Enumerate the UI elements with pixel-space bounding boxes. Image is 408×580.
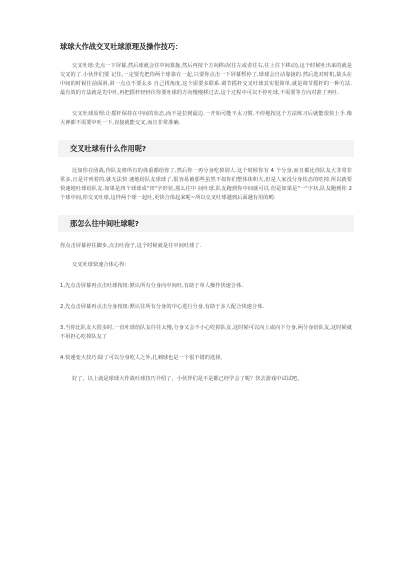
paragraph-cross-spit-method: 交叉吐球:先点一下屏幕,然后球就会往中间靠拢,然后再按个方向移动(往左或者往右,往上往下移动),这个时候吐出来的就是交叉的了.小伙伴们要 记住,一定要先把你两个球靠在一起,只要你点击一下屏幕暂停了,球球会自动靠拢的.然后选对时机,箭头在中间的时候往前面斜,斜一点点不要太多 自己找角度,这个需要多联系.调节摇杆交叉吐球其实很简单,就是调节摇杆的一种方法.最有效的方法就是先中吐,再把摇杆轻轻往你要吐球的方向慢慢移过去,这个过程中可以不停吐球,不需要等方向对准了再吐. bbox=[60, 63, 352, 96]
tip-item-2: 2,先点击屏幕再点击分身按钮:默认往所有分身的中心进行分身,有助于多人配合快速合体. bbox=[60, 304, 265, 310]
section-heading-how-to: 那怎么往中间吐球呢? bbox=[58, 215, 354, 232]
paragraph-tips-heading: 交叉吐球快速合体心得: bbox=[72, 262, 127, 268]
paragraph-cross-spit-principle: 交叉吐球原理:让摇杆保持在中间的状态,而不是拉到最边.一开始可能不太习惯,不停地按这个方法练习后就能很快上手.像大神都不需要中吐一下,直接就能交叉,而且非常准确. bbox=[60, 111, 352, 126]
paragraph-purpose: 比如你在团战,你队友将所有的体重都给你了,然后你一再分身吃掉别人.这个时候你有 4 个分身,而且都比你队友大非常非常多,且是并列着的,就无法快 速地给队友球球了,很容易被那些虽然不如你们整体体积大,但是人家没分身状态的吃掉.所以就要快速地吐球给队友.如果是四个球球成"田"字形状,那么往中 间吐球,队友跑到你中间就可以.但是如果是"一"字状,队友跑到你 2 个球中间,你交叉吐球,这样两个球一起吐,更快合体起来呢~所以交叉吐球越到后面越有用的哟. bbox=[60, 168, 352, 201]
tip-item-1: 1,先点击屏幕再点击吐球按钮:默认所有分身向中间吐,有助于单人操作快速合体. bbox=[60, 283, 244, 289]
paragraph-how-to: 你点击屏幕停住脚步,点击吐孢子,这个时候就是往中间吐球了. bbox=[60, 243, 202, 249]
paragraph-conclusion: 好了，以上就是球球大作战吐球技巧介绍了，小伙伴们是不是都已经学会了呢？快去游戏中试试吧。 bbox=[72, 376, 303, 382]
tip-item-3: 3,当你比队友大很多时,一直吐球给队友往往太慢,分身又会不小心吃掉队友,这时候可以向上或向下分身,两分身给队友,这时候就不用担心吃掉队友了 bbox=[60, 325, 352, 340]
tip-item-4: 4.快速变大技巧:除了可以分身吃人之外,扎刺球也是一个很不错的选择。 bbox=[60, 355, 226, 361]
section-heading-purpose: 交叉吐球有什么作用呢? bbox=[58, 140, 354, 157]
article-title: 球球大作战交叉吐球原理及操作技巧： bbox=[60, 42, 183, 51]
